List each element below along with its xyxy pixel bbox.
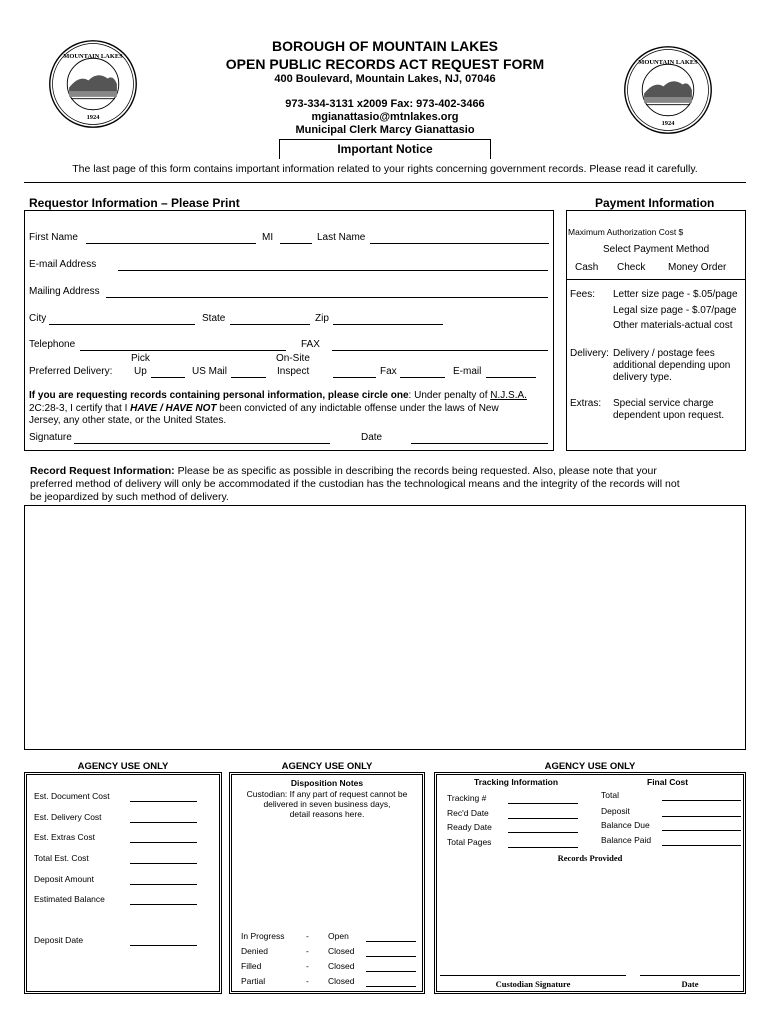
final-cost-row-field[interactable]	[662, 845, 741, 846]
clerk-email: mgianattasio@mtnlakes.org	[311, 111, 459, 123]
agency1-row-field[interactable]	[130, 904, 197, 905]
delivery-line1: Delivery / postage fees	[613, 348, 715, 359]
fax-label: FAX	[301, 339, 320, 350]
status-dash: -	[306, 946, 309, 956]
borough-address: 400 Boulevard, Mountain Lakes, NJ, 07046	[274, 73, 496, 85]
agency1-row-field[interactable]	[130, 884, 197, 885]
onsite-label: On-Site	[276, 353, 310, 364]
mi-label: MI	[262, 232, 274, 243]
disposition-note2: delivered in seven business days,	[263, 799, 391, 809]
final-cost-row-label: Balance Due	[601, 820, 650, 830]
delivery-line2: additional depending upon	[613, 360, 731, 371]
disposition-note3: detail reasons here.	[289, 809, 365, 819]
have-option[interactable]: HAVE	[130, 403, 158, 414]
select-method-label: Select Payment Method	[603, 244, 710, 255]
date-field[interactable]	[411, 443, 548, 444]
custodian-signature-label: Custodian Signature	[495, 979, 571, 989]
fees-label: Fees:	[570, 289, 596, 300]
first-name-label: First Name	[29, 232, 78, 243]
final-cost-row-field[interactable]	[662, 816, 741, 817]
status-dash: -	[306, 961, 309, 971]
last-name-field[interactable]	[370, 243, 549, 244]
final-cost-row-field[interactable]	[662, 800, 741, 801]
personal-info-rest: : Under penalty of	[408, 390, 491, 401]
record-request-line1	[30, 465, 657, 477]
certify-line3: Jersey, any other state, or the United States.	[29, 415, 227, 426]
delivery-label: Delivery:	[570, 348, 609, 359]
telephone-label: Telephone	[29, 339, 76, 350]
agency1-row-field[interactable]	[130, 863, 197, 864]
status-right-label: Closed	[328, 976, 355, 986]
njsa-ref: N.J.S.A.	[490, 390, 527, 401]
check-option[interactable]: Check	[617, 262, 646, 273]
agency1-row-field[interactable]	[130, 822, 197, 823]
last-name-label: Last Name	[317, 232, 366, 243]
pickup-field[interactable]	[151, 377, 185, 378]
status-right-label: Open	[328, 931, 349, 941]
telephone-field[interactable]	[80, 350, 286, 351]
certify-line2	[29, 403, 499, 414]
fax-field[interactable]	[332, 350, 548, 351]
fax-delivery-field[interactable]	[400, 377, 445, 378]
svg-text:1924: 1924	[661, 119, 675, 127]
agency1-row-label: Total Est. Cost	[34, 853, 89, 863]
tracking-row-field[interactable]	[508, 832, 578, 833]
tracking-row-label: Tracking #	[447, 793, 487, 803]
agency3-box	[434, 772, 746, 994]
us-mail-label: US Mail	[192, 366, 228, 377]
zip-label: Zip	[315, 313, 329, 324]
agency1-row-field[interactable]	[130, 842, 197, 843]
clerk-name: Municipal Clerk Marcy Gianattasio	[295, 124, 475, 136]
final-cost-row-field[interactable]	[662, 830, 741, 831]
payment-divider	[566, 279, 746, 280]
city-label: City	[29, 313, 47, 324]
svg-text:1924: 1924	[86, 113, 100, 121]
fee-other: Other materials-actual cost	[613, 320, 733, 331]
money-order-option[interactable]: Money Order	[668, 262, 727, 273]
agency2-heading: AGENCY USE ONLY	[281, 761, 373, 772]
delivery-line3: delivery type.	[613, 372, 672, 383]
pick-label: Pick	[131, 353, 150, 364]
status-field[interactable]	[366, 941, 416, 942]
tracking-row-field[interactable]	[508, 847, 578, 848]
agency1-heading: AGENCY USE ONLY	[77, 761, 169, 772]
form-title-borough: BOROUGH OF MOUNTAIN LAKES	[271, 38, 499, 54]
us-mail-field[interactable]	[231, 377, 266, 378]
certify-text-b: been convicted of any indictable offense under the laws of New	[216, 403, 499, 414]
status-left-label: Partial	[241, 976, 266, 986]
payment-heading: Payment Information	[595, 196, 715, 210]
status-right-label: Closed	[328, 961, 355, 971]
state-label: State	[202, 313, 226, 324]
svg-text:MOUNTAIN LAKES: MOUNTAIN LAKES	[63, 53, 123, 61]
extras-line2: dependent upon request.	[613, 410, 725, 421]
custodian-signature-field[interactable]	[440, 975, 626, 976]
final-cost-title: Final Cost	[647, 777, 689, 787]
record-request-textarea[interactable]	[24, 505, 746, 750]
agency1-row-label: Est. Document Cost	[34, 791, 110, 801]
agency3-heading: AGENCY USE ONLY	[544, 761, 636, 772]
status-left-label: In Progress	[241, 931, 285, 941]
status-right-label: Closed	[328, 946, 355, 956]
record-request-heading: Record Request Information:	[30, 465, 175, 477]
max-auth-label: Maximum Authorization Cost $	[568, 227, 684, 237]
requestor-heading: Requestor Information – Please Print	[29, 196, 240, 210]
tracking-row-field[interactable]	[508, 803, 578, 804]
date-label: Date	[361, 432, 383, 443]
borough-seal-right	[622, 44, 714, 136]
signature-label: Signature	[29, 432, 72, 443]
record-request-text1: Please be as specific as possible in describing the records being requested. Also, please note that your	[174, 465, 657, 477]
status-left-label: Filled	[241, 961, 262, 971]
phone-fax: 973-334-3131 x2009 Fax: 973-402-3466	[285, 98, 485, 110]
borough-seal-left	[47, 38, 139, 130]
certify-text-a: 2C:28-3, I certify that I	[29, 403, 131, 414]
have-slash: /	[157, 403, 166, 414]
signature-field[interactable]	[74, 443, 330, 444]
disposition-note1: Custodian: If any part of request cannot be	[246, 789, 408, 799]
personal-info-line1	[29, 390, 527, 401]
status-field[interactable]	[366, 986, 416, 987]
tracking-row-label: Rec'd Date	[447, 808, 489, 818]
disposition-title: Disposition Notes	[290, 778, 364, 788]
email-field[interactable]	[118, 270, 548, 271]
email-delivery-field[interactable]	[486, 377, 536, 378]
have-not-option[interactable]: HAVE NOT	[165, 403, 217, 414]
mailing-label: Mailing Address	[29, 286, 100, 297]
up-label: Up	[134, 366, 147, 377]
tracking-title: Tracking Information	[474, 777, 559, 787]
pref-delivery-label: Preferred Delivery:	[29, 366, 113, 377]
records-provided-label: Records Provided	[557, 853, 623, 863]
email-delivery-label: E-mail	[453, 366, 482, 377]
tracking-row-label: Ready Date	[447, 822, 492, 832]
final-cost-row-label: Deposit	[601, 806, 630, 816]
personal-info-bold: If you are requesting records containing personal information, please circle one	[29, 390, 409, 401]
fee-letter: Letter size page - $.05/page	[613, 289, 738, 300]
fee-legal: Legal size page - $.07/page	[613, 305, 737, 316]
record-request-line3: be jeopardized by such method of delivery.	[30, 491, 229, 503]
status-field[interactable]	[366, 956, 416, 957]
agency1-row-field[interactable]	[130, 945, 197, 946]
custodian-date-field[interactable]	[640, 975, 740, 976]
agency1-row-label: Deposit Date	[34, 935, 84, 945]
mailing-field[interactable]	[106, 297, 548, 298]
agency1-row-label: Est. Extras Cost	[34, 832, 95, 842]
cash-option[interactable]: Cash	[575, 262, 599, 273]
first-name-field[interactable]	[86, 243, 256, 244]
agency1-row-label: Est. Delivery Cost	[34, 812, 102, 822]
custodian-date-label: Date	[681, 979, 699, 989]
record-request-line2: preferred method of delivery will only be accommodated if the custodian has the technological means and the integrity of the records will not	[30, 478, 680, 490]
notice-text: The last page of this form contains important information related to your rights concerning government records. Please read it carefully.	[72, 163, 698, 175]
agency1-row-label: Deposit Amount	[34, 874, 95, 884]
status-dash: -	[306, 931, 309, 941]
extras-label: Extras:	[570, 398, 602, 409]
form-title-opra: OPEN PUBLIC RECORDS ACT REQUEST FORM	[225, 56, 545, 72]
agency1-row-field[interactable]	[130, 801, 197, 802]
extras-line1: Special service charge	[613, 398, 714, 409]
agency1-row-label: Estimated Balance	[34, 894, 105, 904]
city-field[interactable]	[49, 324, 195, 325]
status-dash: -	[306, 976, 309, 986]
notice-title: Important Notice	[337, 142, 433, 156]
zip-field[interactable]	[333, 324, 443, 325]
tracking-row-field[interactable]	[508, 818, 578, 819]
fax-delivery-label: Fax	[380, 366, 397, 377]
inspect-label: Inspect	[277, 366, 310, 377]
tracking-row-label: Total Pages	[447, 837, 492, 847]
mi-field[interactable]	[280, 243, 312, 244]
final-cost-row-label: Balance Paid	[601, 835, 652, 845]
state-field[interactable]	[230, 324, 310, 325]
final-cost-row-label: Total	[601, 790, 619, 800]
svg-text:MOUNTAIN LAKES: MOUNTAIN LAKES	[638, 59, 698, 67]
notice-divider	[24, 182, 746, 183]
status-left-label: Denied	[241, 946, 268, 956]
status-field[interactable]	[366, 971, 416, 972]
inspect-field[interactable]	[333, 377, 376, 378]
email-label: E-mail Address	[29, 259, 97, 270]
